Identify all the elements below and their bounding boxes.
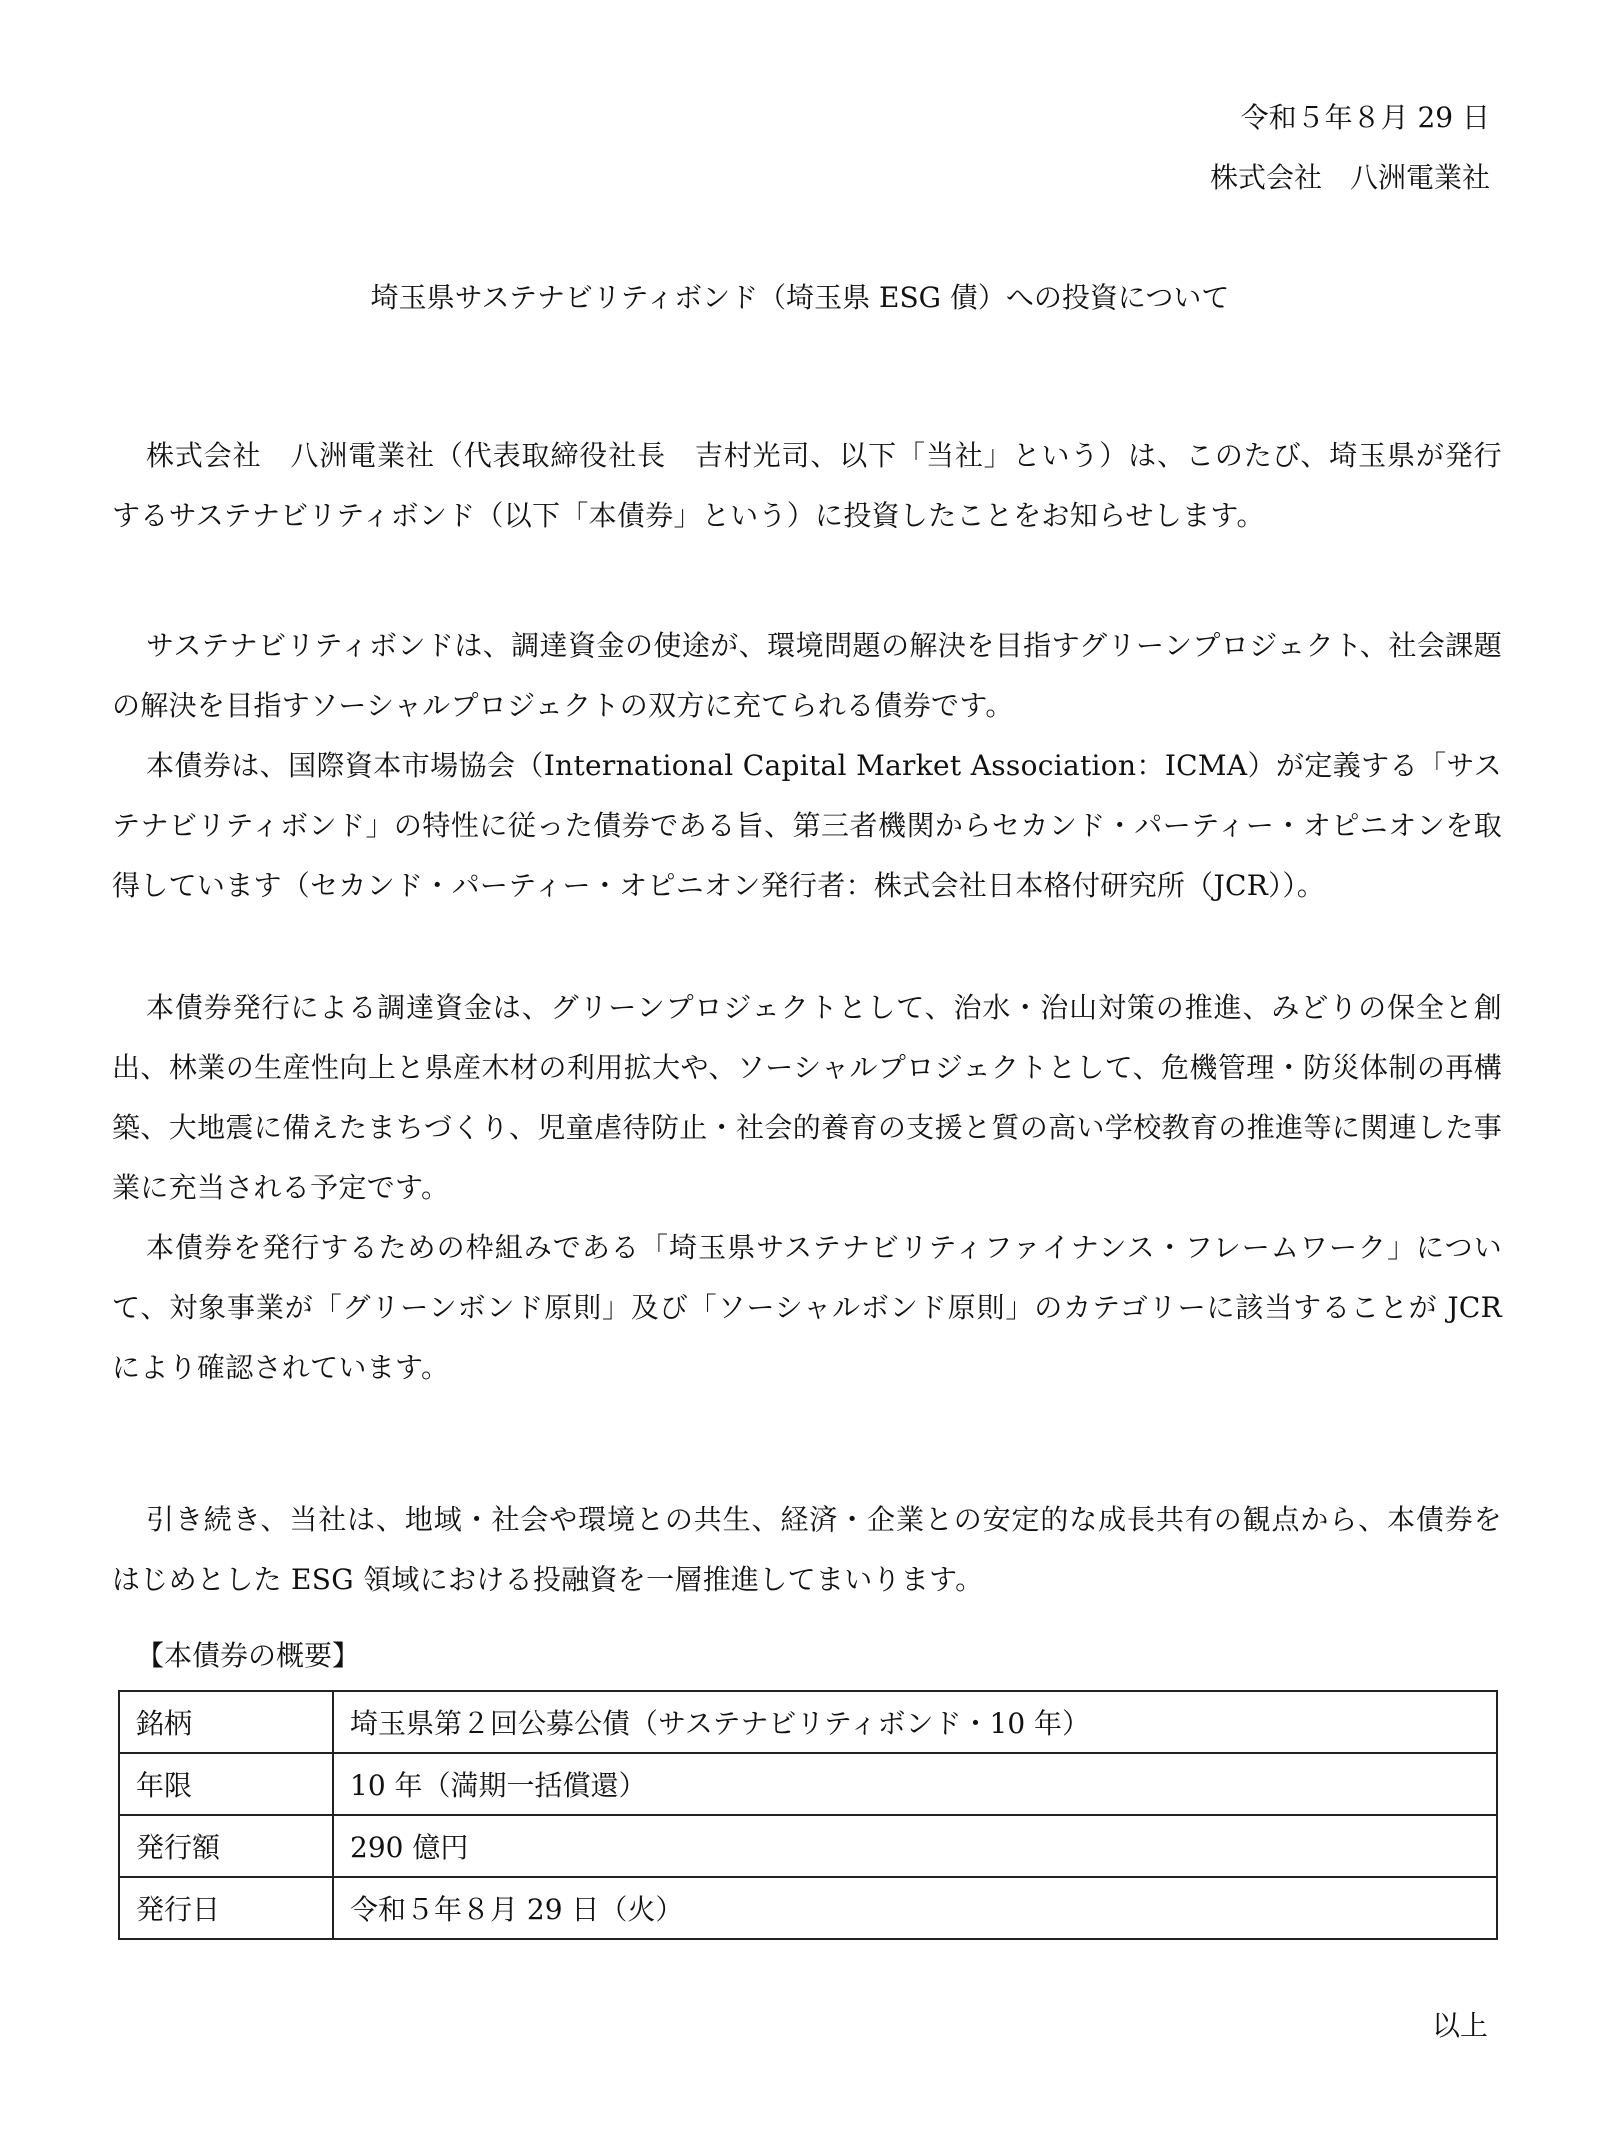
row-label: 年限 bbox=[119, 1753, 333, 1815]
closing-mark: 以上 bbox=[1431, 2009, 1488, 2042]
row-label: 銘柄 bbox=[119, 1691, 333, 1753]
row-label: 発行日 bbox=[119, 1877, 333, 1939]
table-row bbox=[119, 1877, 1497, 1939]
use-of-proceeds-paragraph: 本債券発行による調達資金は、グリーンプロジェクトとして、治水・治山対策の推進、みどりの保全と創出、林業の生産性向上と県産木材の利用拡大や、ソーシャルプロジェクトとして、危機管理・防災体制の再構築、大地震に備えたまちづくり、児童虐待防止・社会的養育の支援と質の高い学校教育の推進等に関連した事業に充当される予定です。 bbox=[112, 991, 1502, 1204]
definition-paragraph: サステナビリティボンドは、調達資金の使途が、環境問題の解決を目指すグリーンプロジェクト、社会課題の解決を目指すソーシャルプロジェクトの双方に充てられる債券です。 bbox=[112, 629, 1502, 722]
intro-paragraph: 株式会社 八洲電業社（代表取締役社長 吉村光司、以下「当社」という）は、このたび、埼玉県が発行するサステナビリティボンド（以下「本債券」という）に投資したことをお知らせします。 bbox=[112, 439, 1502, 532]
framework-paragraph: 本債券を発行するための枠組みである「埼玉県サステナビリティファイナンス・フレームワーク」について、対象事業が「グリーンボンド原則」及び「ソーシャルボンド原則」のカテゴリーに該当することが JCR により確認されています。 bbox=[112, 1231, 1502, 1384]
certification-paragraph: 本債券は、国際資本市場協会（International Capital Market Association：ICMA）が定義する「サステナビリティボンド」の特性に従った債券である旨、第三者機関からセカンド・パーティー・オピニオンを取得しています（セカンド・パーティー・オピニオン発行者：株式会社日本格付研究所（JCR））。 bbox=[112, 749, 1502, 902]
table-row bbox=[119, 1753, 1497, 1815]
row-label: 発行額 bbox=[119, 1815, 333, 1877]
table-row bbox=[119, 1691, 1497, 1753]
summary-heading: 【本債券の概要】 bbox=[136, 1639, 361, 1672]
bond-summary-table bbox=[118, 1690, 1498, 1940]
issuer-company-name: 株式会社 八洲電業社 bbox=[1209, 161, 1490, 194]
row-value: 10 年（満期一括償還） bbox=[333, 1753, 1497, 1815]
document-date: 令和５年８月 29 日 bbox=[1240, 101, 1490, 134]
row-value: 埼玉県第２回公募公債（サステナビリティボンド・10 年） bbox=[333, 1691, 1497, 1753]
document-title: 埼玉県サステナビリティボンド（埼玉県 ESG 債）への投資について bbox=[370, 281, 1230, 314]
table-row bbox=[119, 1815, 1497, 1877]
row-value: 令和５年８月 29 日（火） bbox=[333, 1877, 1497, 1939]
row-value: 290 億円 bbox=[333, 1815, 1497, 1877]
closing-statement-paragraph: 引き続き、当社は、地域・社会や環境との共生、経済・企業との安定的な成長共有の観点から、本債券をはじめとした ESG 領域における投融資を一層推進してまいります。 bbox=[112, 1503, 1502, 1596]
